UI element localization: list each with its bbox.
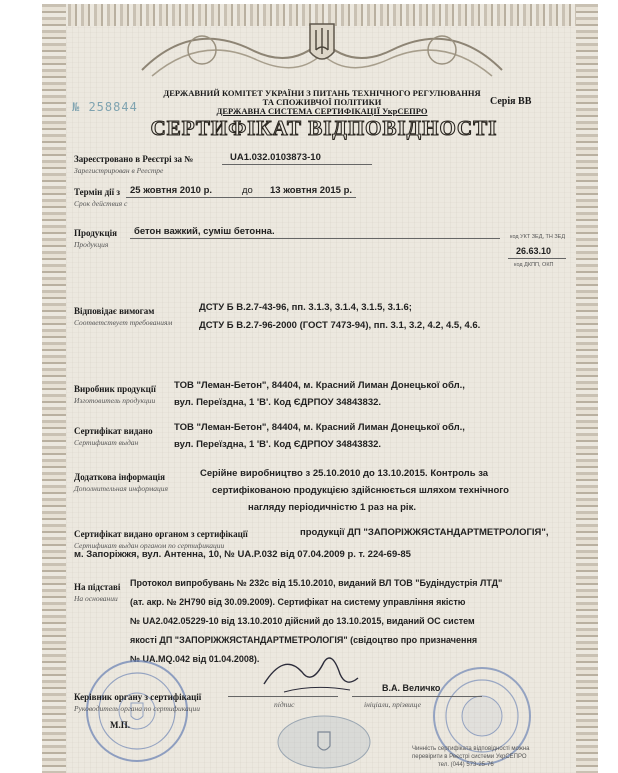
initials-caption: ініціали, прізвище [364, 700, 421, 709]
cert-body-label: Сертифікат видано органом з сертифікації [74, 529, 248, 539]
additional-line-3: нагляду періодичністю 1 раз на рік. [248, 502, 416, 513]
issued-to-line-1: ТОВ "Леман-Бетон", 84404, м. Красний Лиман Донецької обл., [174, 422, 465, 433]
complies-sub: Соответствует требованиям [74, 318, 173, 327]
basis-line-5: № UA.MQ.042 від 01.04.2008). [130, 654, 260, 664]
registered-label: Зареєстровано в Реєстрі за № [74, 154, 194, 164]
ornamental-border-right [576, 4, 598, 773]
registered-sub: Зарегистрирован в Реестре [74, 166, 164, 175]
product-sub: Продукция [74, 240, 109, 249]
product-label: Продукція [74, 228, 118, 238]
round-stamp-right [430, 664, 534, 768]
additional-sub: Дополнительная информация [74, 484, 168, 493]
footer-line-3: тел. (044) 573-25-76 [438, 762, 494, 768]
header-line-1: ДЕРЖАВНИЙ КОМІТЕТ УКРАЇНИ З ПИТАНЬ ТЕХНІЧНОГО РЕГУЛЮВАННЯ [163, 88, 481, 98]
term-label: Термін дії з [74, 187, 121, 197]
additional-line-2: сертифікованою продукцією здійснюється шляхом технічного [212, 485, 509, 496]
manufacturer-label: Виробник продукції [74, 384, 156, 394]
basis-line-1: Протокол випробувань № 232с від 15.10.2010, виданий ВЛ ТОВ "Будіндустрія ЛТД" [130, 578, 503, 588]
header-line-2: ТА СПОЖИВЧОЇ ПОЛІТИКИ [262, 97, 382, 107]
basis-line-3: № UA2.042.05229-10 від 13.10.2010 дійсний до 13.10.2015, виданий ОС систем [130, 616, 475, 626]
certificate-sheet [42, 4, 598, 773]
hologram-emblem [274, 710, 374, 770]
code-bottom-caption: код ДКПП, ОКП [514, 262, 554, 268]
series-label: Серія ВВ [490, 96, 532, 107]
term-to-label: до [242, 185, 253, 196]
head-label: Керівник органу з сертифікації [74, 692, 202, 702]
complies-line-2: ДСТУ Б В.2.7-96-2000 (ГОСТ 7473-94), пп. 3.1, 3.2, 4.2, 4.5, 4.6. [199, 320, 481, 331]
certificate-number: № 258844 [72, 100, 138, 114]
issued-to-label: Сертифікат видано [74, 426, 153, 436]
cert-body-sub: Сертификат выдан органом по сертификации [74, 541, 225, 550]
footer-line-1: Чинність сертифіката відповідності можна [412, 746, 530, 752]
certificate-title: СЕРТИФІКАТ ВІДПОВІДНОСТІ [150, 116, 498, 140]
stamp-mark: М.П. [110, 720, 130, 730]
handwritten-signature [254, 644, 364, 700]
signer-name: В.А. Величко [382, 683, 441, 693]
header-line-3: ДЕРЖАВНА СИСТЕМА СЕРТИФІКАЦІЇ УкрСЕПРО [216, 106, 428, 116]
issued-to-line-2: вул. Переїздна, 1 'В'. Код ЄДРПОУ 34843832. [174, 439, 382, 450]
issued-to-sub: Сертификат выдан [74, 438, 139, 447]
additional-line-1: Серійне виробництво з 25.10.2010 до 13.10.2015. Контроль за [200, 468, 489, 479]
product-value: бетон важкий, суміш бетонна. [134, 226, 275, 237]
basis-line-4: якості ДП "ЗАПОРІЖЖЯСТАНДАРТМЕТРОЛОГІЯ" (свідоцтво про призначення [130, 635, 478, 645]
product-code: 26.63.10 [516, 246, 552, 256]
complies-line-1: ДСТУ Б В.2.7-43-96, пп. 3.1.3, 3.1.4, 3.1.5, 3.1.6; [199, 302, 412, 313]
basis-sub: На основании [74, 594, 118, 603]
ornament-header [132, 10, 512, 88]
basis-label: На підставі [74, 582, 121, 592]
manufacturer-line-1: ТОВ "Леман-Бетон", 84404, м. Красний Лиман Донецької обл., [174, 380, 465, 391]
manufacturer-sub: Изготовитель продукции [74, 396, 156, 405]
basis-line-2: (ат. акр. № 2Н790 від 30.09.2009). Сертифікат на систему управління якістю [130, 597, 466, 607]
footer-line-2: перевірити в Реєстрі системи УкрСЕПРО [412, 754, 527, 760]
complies-label: Відповідає вимогам [74, 306, 155, 316]
registry-number: UA1.032.0103873-10 [230, 152, 321, 163]
code-top-caption: код УКТ ЗЕД, ТН ЗЕД [510, 234, 566, 240]
cert-body-line-1: продукції ДП "ЗАПОРІЖЖЯСТАНДАРТМЕТРОЛОГІЯ", [300, 527, 549, 538]
cert-body-line-2: м. Запоріжжя, вул. Антенна, 10, № UA.P.032 від 07.04.2009 р. т. 224-69-85 [74, 549, 411, 560]
ornamental-border-left [42, 4, 66, 773]
signature-caption: підпис [274, 700, 295, 709]
term-to: 13 жовтня 2015 р. [270, 185, 353, 196]
term-from: 25 жовтня 2010 р. [130, 185, 213, 196]
term-sub: Срок действия с [74, 199, 128, 208]
additional-label: Додаткова інформація [74, 472, 166, 482]
manufacturer-line-2: вул. Переїздна, 1 'В'. Код ЄДРПОУ 34843832. [174, 397, 382, 408]
head-sub: Руководитель органа по сертификации [74, 704, 201, 713]
